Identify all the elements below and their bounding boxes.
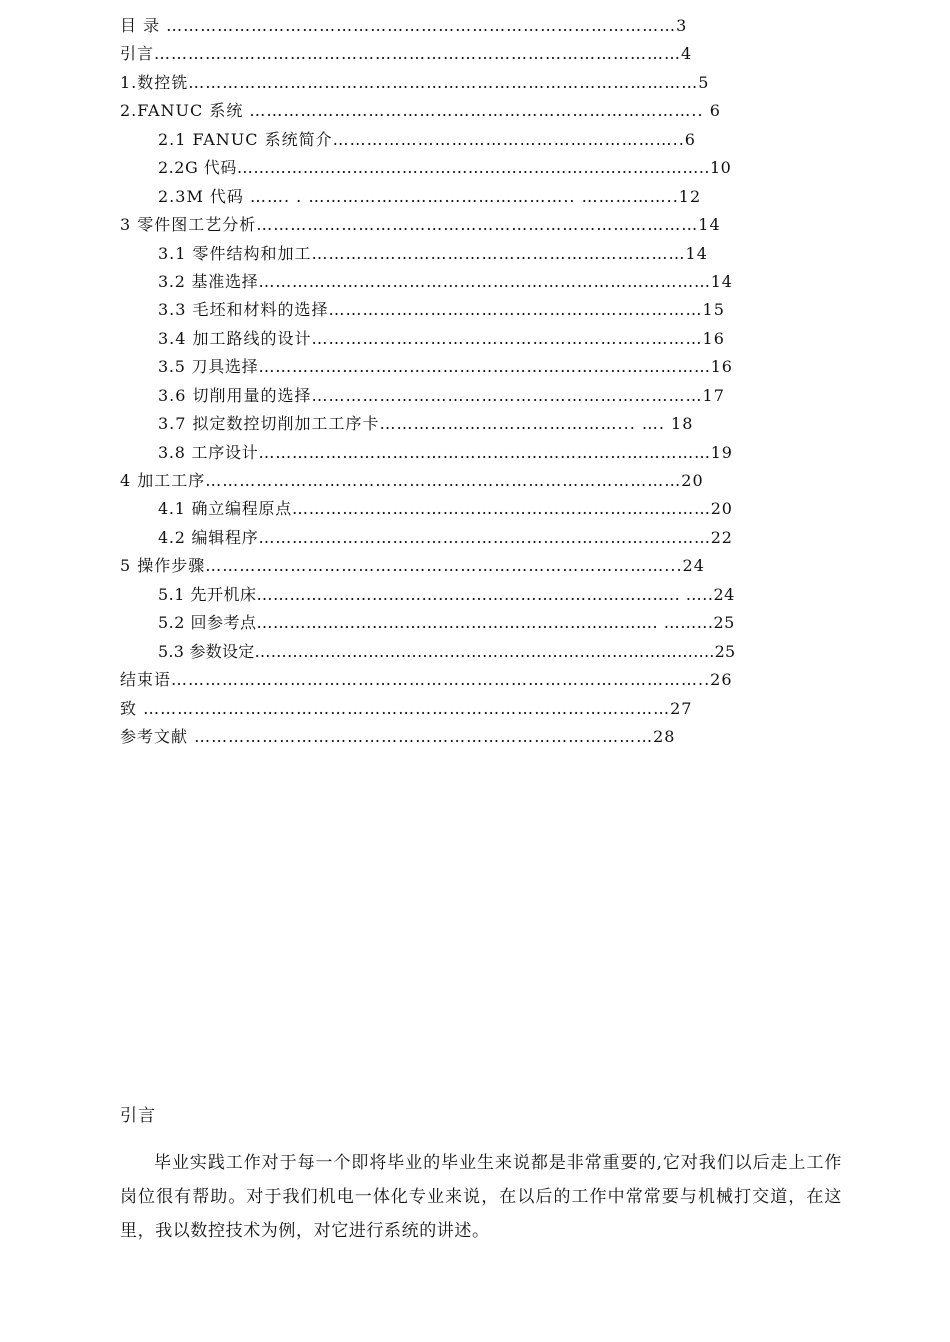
introduction-section <box>120 1102 842 1248</box>
toc-entry: 2.2G 代码…………………………………………………………………………..10 <box>158 158 732 178</box>
toc-entry: 5.1 先开机床………………………………………………………………….. …..24 <box>158 584 735 604</box>
toc-entry: 4.2 编辑程序………………………………………………………………………22 <box>158 527 733 547</box>
toc-entry: 1.数控铣………………………………………………………………………………5 <box>120 72 710 92</box>
toc-entry: 3.6 切削用量的选择……………………………………………………………17 <box>158 385 725 405</box>
toc-entry: 5.2 回参考点………………………………………………………………. ……...25 <box>158 613 735 633</box>
toc-entry: 3.3 毛坯和材料的选择…………………………………………………………15 <box>158 300 725 320</box>
toc-entry: 2.FANUC 系统 …………………………………………………………………….. 6 <box>120 101 721 121</box>
toc-entry: 引言…………………………………………………………………………………4 <box>120 44 693 64</box>
toc-entry: 5.3 参数设定………………………………………………………………………....25 <box>158 641 736 661</box>
toc-entry: 3.1 零件结构和加工…………………………………………………………14 <box>158 243 708 263</box>
toc-entry: 3.8 工序设计………………………………………………………………………19 <box>158 442 733 462</box>
toc-entry: 结束语…………………………………………………………………………………..26 <box>120 670 733 690</box>
introduction-paragraph: 毕业实践工作对于每一个即将毕业的毕业生来说都是非常重要的,它对我们以后走上工作岗位很有帮助。对于我们机电一体化专业来说，在以后的工作中常常要与机械打交道，在这里，我以数控技术为例，对它进行系统的讲述。 <box>120 1153 842 1241</box>
toc-entry: 4 加工工序…………………………………………………………………………20 <box>120 471 704 490</box>
toc-entry: 3.5 刀具选择………………………………………………………………………16 <box>158 357 733 377</box>
toc-entry: 5 操作步骤………………………………………………………………………...24 <box>120 556 705 576</box>
toc-entry: 目 录 ………………………………………………………………………………3 <box>120 16 688 35</box>
toc-entry: 2.3M 代码 ……. . ……………………………………….. ……………..12 <box>158 186 702 206</box>
toc-entry: 4.1 确立编程原点…………………………………………………………………20 <box>158 499 733 519</box>
toc-entry: 3.2 基准选择………………………………………………………………………14 <box>158 271 733 291</box>
table-of-contents <box>120 12 740 751</box>
introduction-heading: 引言 <box>120 1106 156 1126</box>
toc-entry: 2.1 FANUC 系统简介……………………………………………………..6 <box>158 129 696 149</box>
toc-entry: 3.4 加工路线的设计……………………………………………………………16 <box>158 328 725 348</box>
toc-entry: 3.7 拟定数控切削加工工序卡……………………………………... …. 18 <box>158 414 694 434</box>
toc-entry: 3 零件图工艺分析……………………………………………………………………14 <box>120 215 721 235</box>
toc-entry: 致 …………………………………………………………………………………27 <box>120 698 693 718</box>
toc-entry: 参考文献 ………………………………………………………………………28 <box>120 726 676 746</box>
